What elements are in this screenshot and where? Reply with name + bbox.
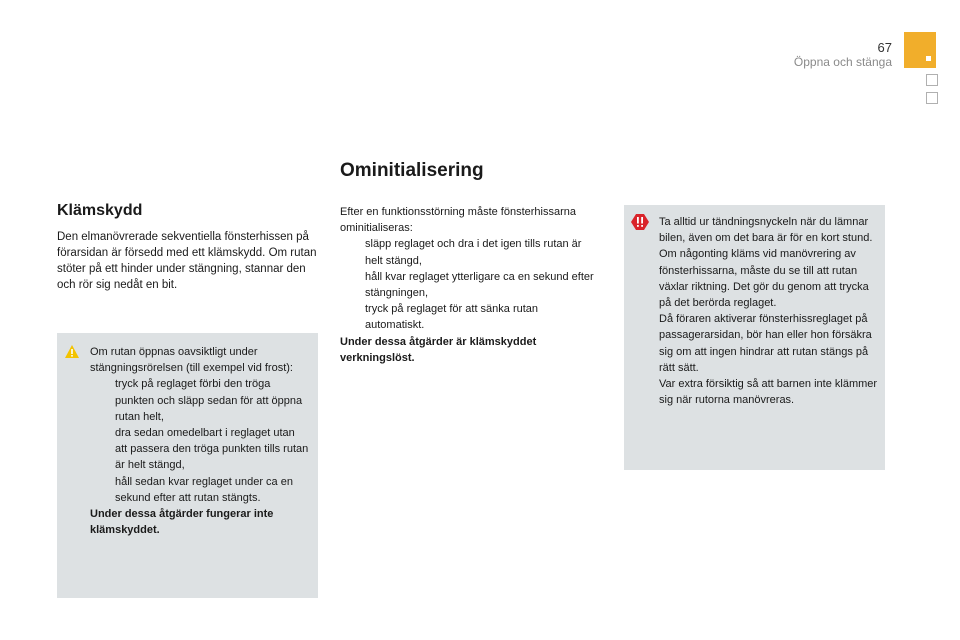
warning-note-box	[624, 205, 885, 470]
list-item-text: håll sedan kvar reglaget under ca en sekund efter att rutan stängts.	[115, 475, 293, 504]
warning-line: Ta alltid ur tändningsnyckeln när du lämnar bilen, även om det bara är för en kort stund.	[659, 216, 873, 245]
list-item	[90, 376, 310, 425]
list-item	[340, 236, 600, 268]
warning-note-content	[659, 214, 879, 408]
info-note-intro: Om rutan öppnas oavsiktligt under stängningsrörelsen (till exempel vid frost):	[90, 346, 293, 375]
list-item-text: dra sedan omedelbart i reglaget utan att passera den tröga punkten tills rutan är helt stängd,	[115, 427, 309, 472]
info-note-bold-text: Under dessa åtgärder fungerar inte klämskyddet.	[90, 508, 274, 537]
chapter-tab-active	[904, 32, 936, 68]
reinitialization-list	[340, 236, 600, 333]
section-heading-anti-pinch: Klämskydd	[57, 202, 143, 219]
info-note-content	[90, 344, 310, 538]
list-item	[340, 301, 600, 333]
list-item-text: tryck på reglaget för att sänka rutan automatiskt.	[365, 303, 539, 332]
reinitialization-bold-text: Under dessa åtgärder är klämskyddet verkningslöst.	[340, 335, 537, 364]
section-heading-reinitialization: Ominitialisering	[340, 160, 484, 181]
chapter-tab-box	[926, 92, 938, 104]
anti-pinch-paragraph: Den elmanövrerade sekventiella fönsterhissen på förarsidan är försedd med ett klämskydd. Om rutan stöter på ett hinder under stängning, stannar den och rör sig nedåt en bit.	[57, 231, 317, 291]
warning-line: Var extra försiktig så att barnen inte klämmer sig när rutorna manövreras.	[659, 378, 878, 407]
info-icon	[65, 345, 79, 358]
list-item-text: håll kvar reglaget ytterligare ca en sekund efter stängningen,	[365, 270, 594, 300]
list-item	[90, 425, 310, 474]
list-item-text: tryck på reglaget förbi den tröga punkten och släpp sedan för att öppna rutan helt,	[115, 378, 303, 423]
warning-icon	[631, 214, 649, 230]
info-note-box	[57, 333, 318, 598]
chapter-tab-box	[926, 74, 938, 86]
reinitialization-content	[340, 204, 600, 366]
info-note-list	[90, 376, 310, 506]
list-item	[90, 474, 310, 506]
reinitialization-intro: Efter en funktionsstörning måste fönsterhissarna ominitialiseras:	[340, 206, 577, 235]
page-number: 67	[877, 40, 892, 55]
warning-line: Om någonting kläms vid manövrering av fönsterhissarna, måste du se till att rutan växlar riktning. Det gör du genom att trycka på det berörda reglaget.	[659, 248, 869, 310]
chapter-title: Öppna och stänga	[793, 55, 892, 69]
tab-marker	[926, 56, 931, 61]
list-item-text: släpp reglaget och dra i det igen tills rutan är helt stängd,	[365, 238, 582, 267]
list-item	[340, 269, 600, 301]
warning-line: Då föraren aktiverar fönsterhissreglaget på passagerarsidan, bör han eller hon försäkra sig om att ingen hindrar att rutan stängs på rätt sätt.	[659, 313, 872, 374]
